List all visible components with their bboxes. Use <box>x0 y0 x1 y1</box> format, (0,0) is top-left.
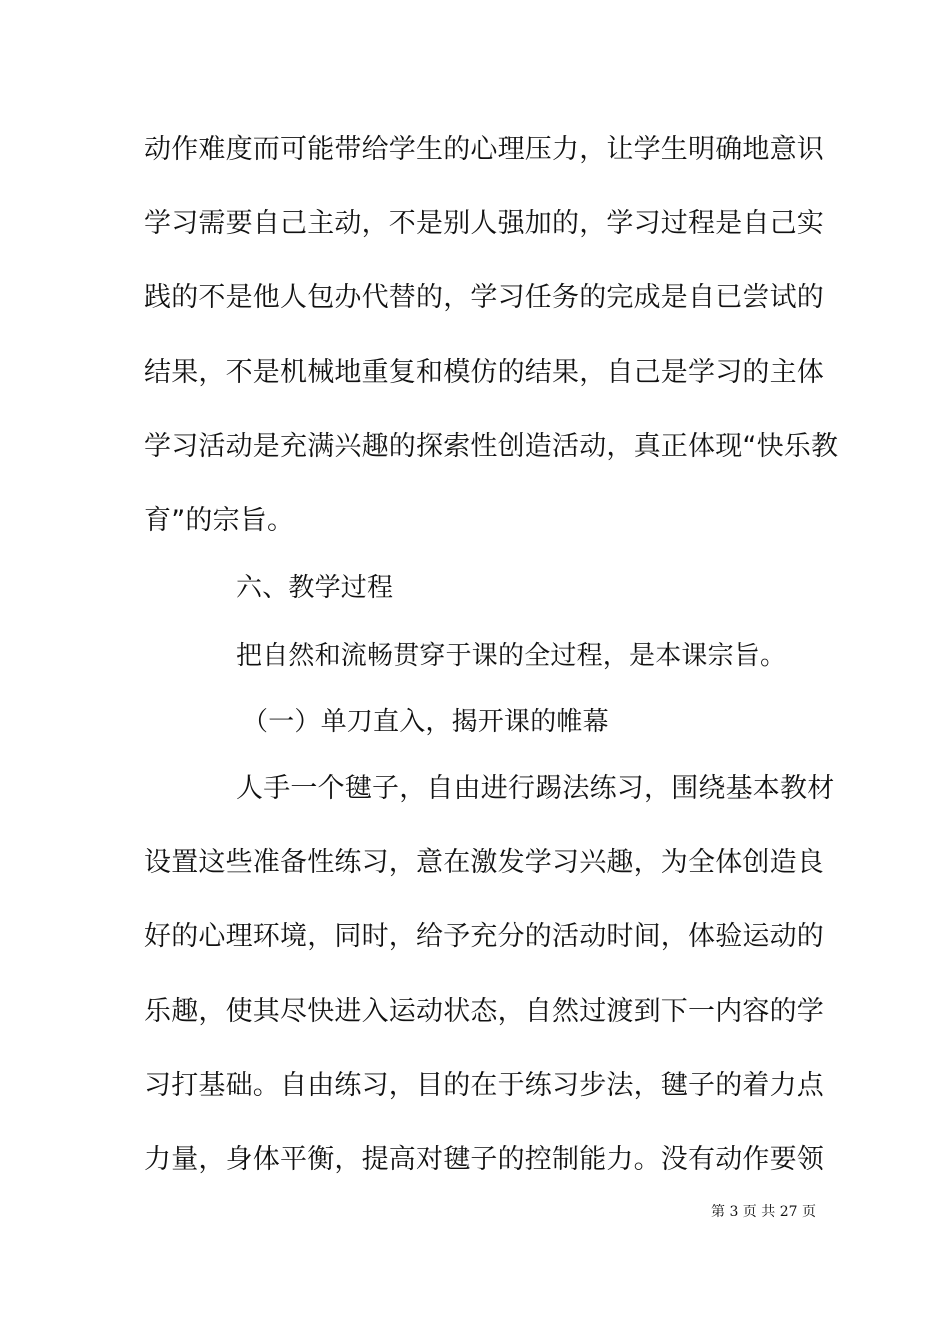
paragraph-line-11: 设置这些准备性练习，意在激发学习兴趣，为全体创造良 <box>144 847 824 878</box>
paragraph-line-12: 好的心理环境，同时，给予充分的活动时间，体验运动的 <box>144 921 824 952</box>
paragraph-line-2: 学习需要自己主动，不是别人强加的，学习过程是自己实 <box>144 208 824 239</box>
paragraph-line-10: 人手一个毽子，自由进行踢法练习，围绕基本教材 <box>236 773 835 804</box>
paragraph-line-14: 习打基础。自由练习，目的在于练习步法，毽子的着力点 <box>144 1070 824 1101</box>
paragraph-line-5: 学习活动是充满兴趣的探索性创造活动，真正体现“快乐教 <box>144 431 839 462</box>
paragraph-line-6: 育”的宗旨。 <box>144 505 295 536</box>
paragraph-line-3: 践的不是他人包办代替的，学习任务的完成是自已尝试的 <box>144 282 824 313</box>
paragraph-line-1: 动作难度而可能带给学生的心理压力，让学生明确地意识 <box>144 134 824 165</box>
paragraph-line-8: 把自然和流畅贯穿于课的全过程，是本课宗旨。 <box>236 641 787 671</box>
page-number-footer: 第 3 页 共 27 页 <box>711 1204 816 1220</box>
paragraph-line-13: 乐趣，使其尽快进入运动状态，自然过渡到下一内容的学 <box>144 996 824 1027</box>
paragraph-line-4: 结果，不是机械地重复和模仿的结果，自己是学习的主体 <box>144 357 824 388</box>
section-heading: 六、教学过程 <box>236 573 394 603</box>
subsection-heading: （一）单刀直入，揭开课的帷幕 <box>242 707 609 737</box>
paragraph-line-15: 力量，身体平衡，提高对毽子的控制能力。没有动作要领 <box>144 1144 824 1175</box>
